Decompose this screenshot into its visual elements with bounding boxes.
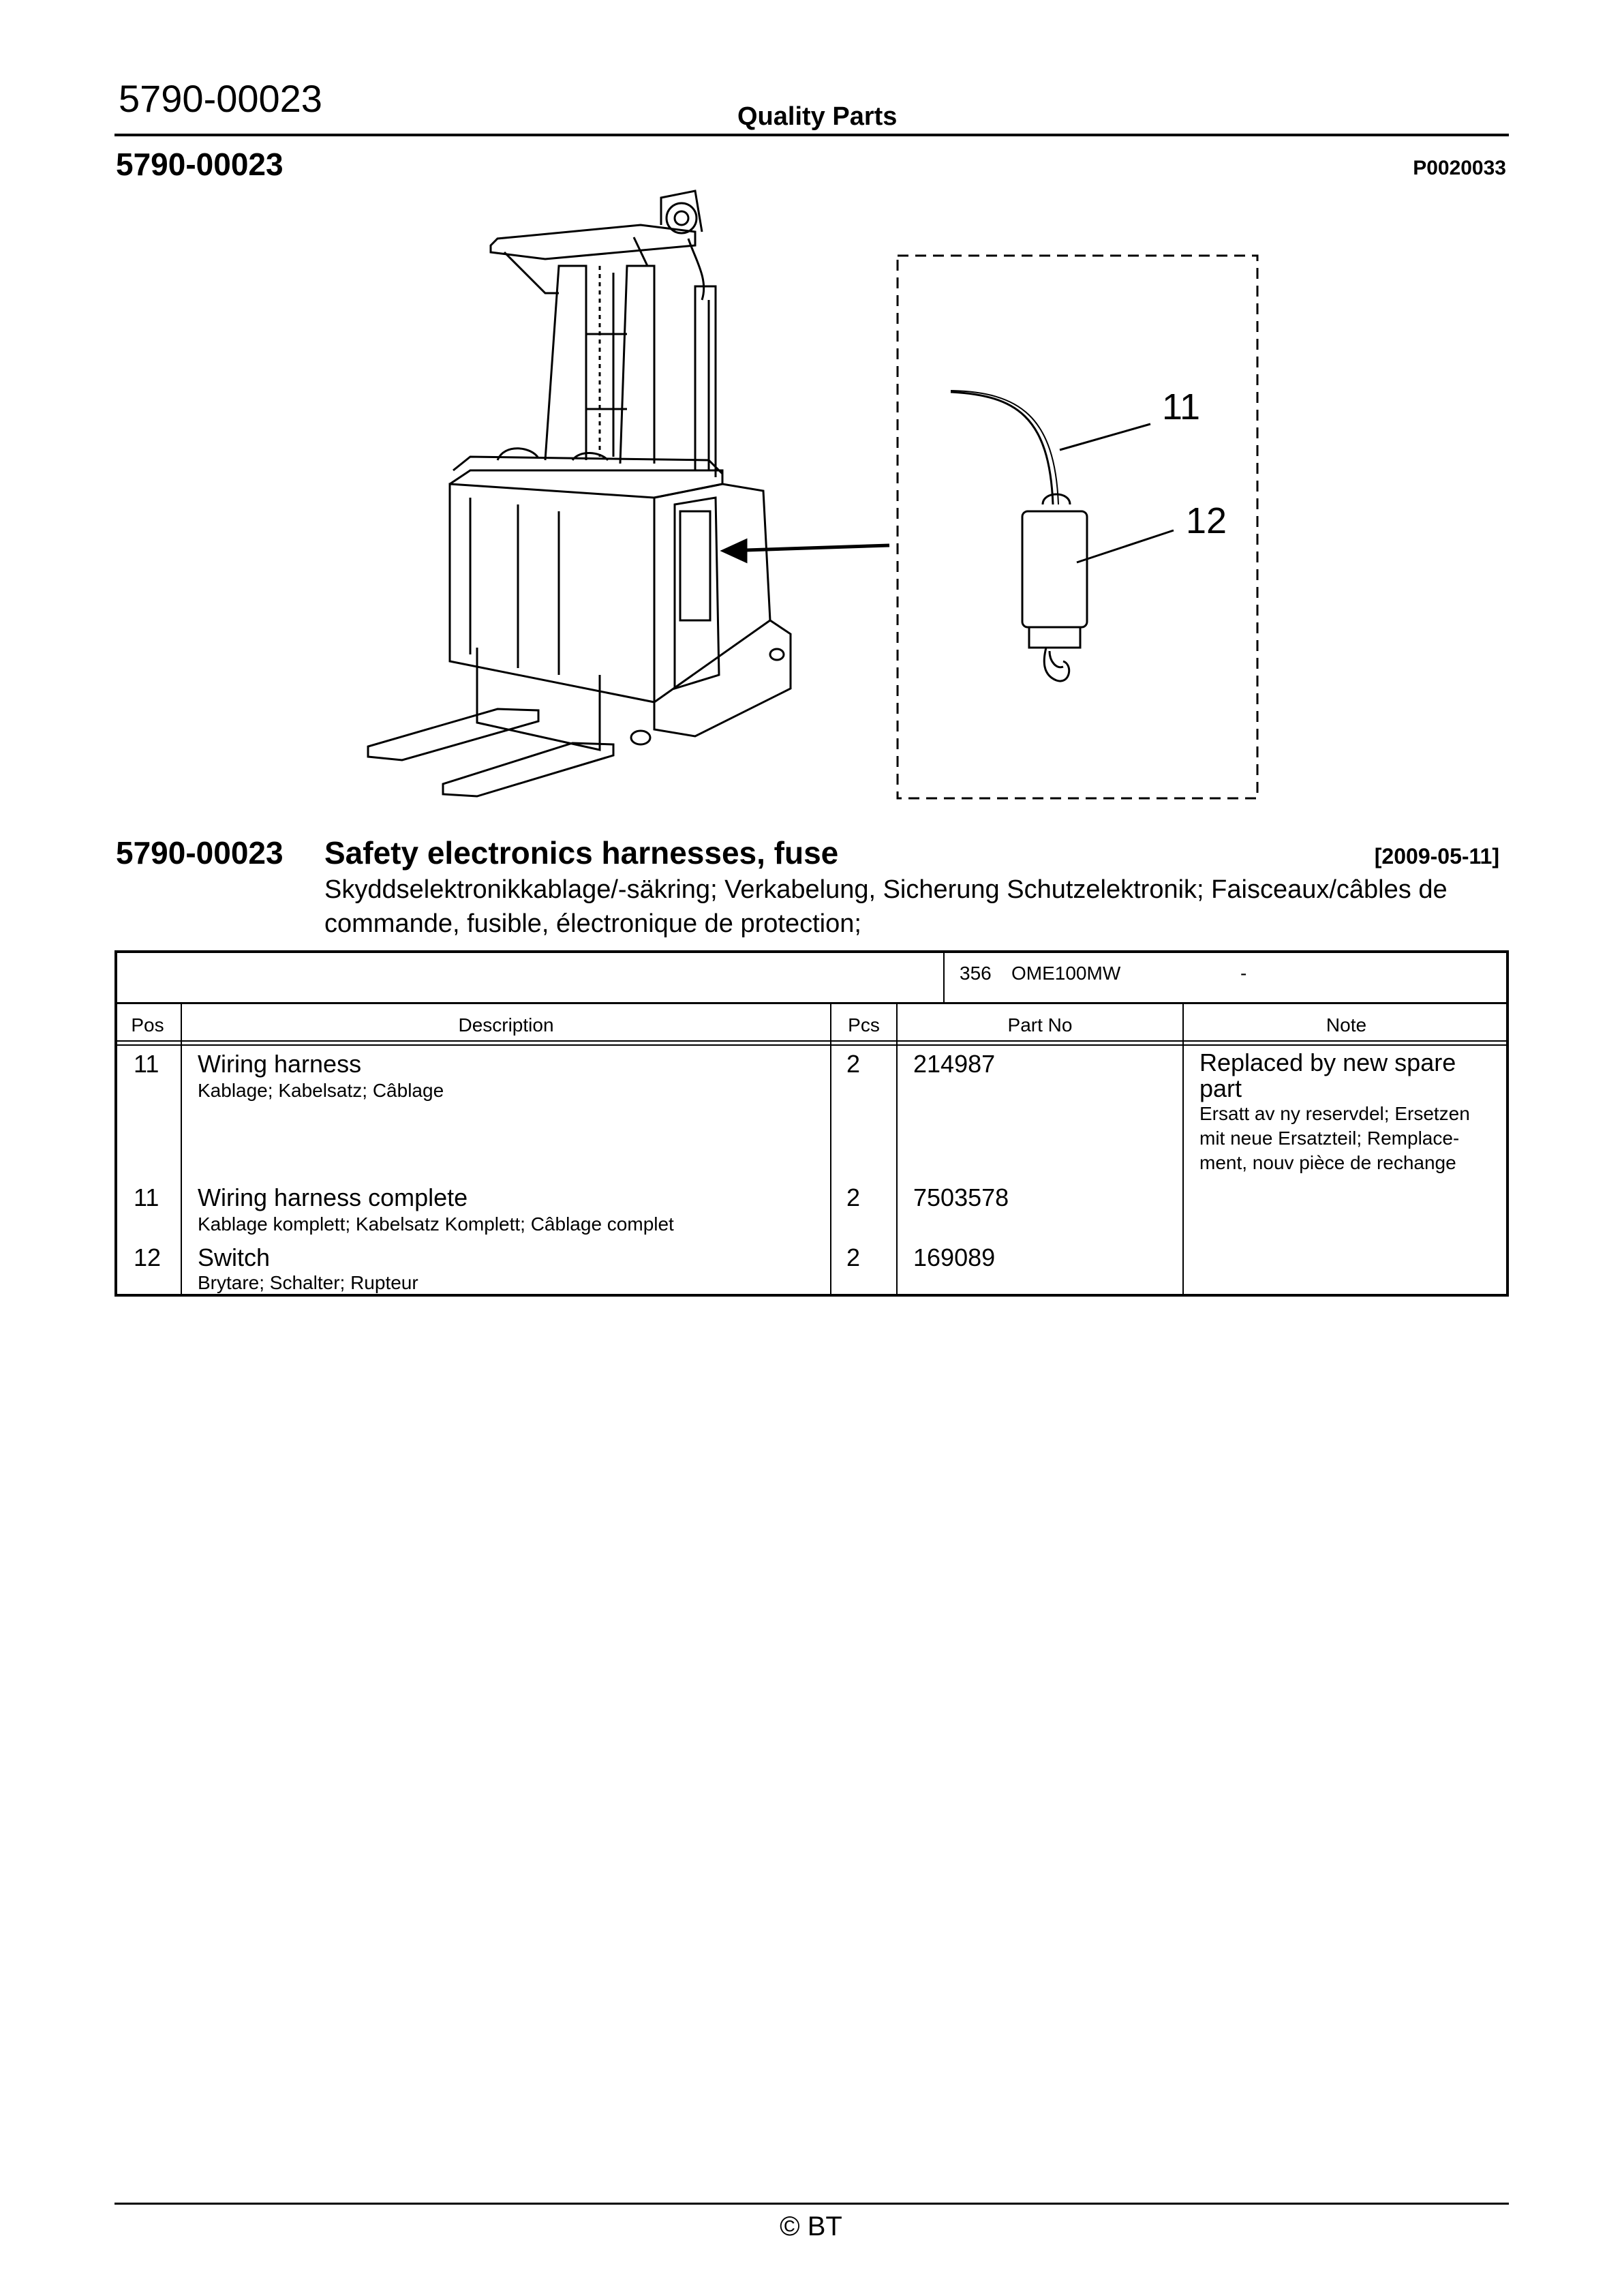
col-divider bbox=[1182, 1002, 1184, 1297]
table-row-description: Wiring harness complete bbox=[198, 1183, 468, 1211]
table-row-translation: Brytare; Schalter; Rupteur bbox=[198, 1272, 418, 1293]
model-serial: - bbox=[1240, 963, 1247, 984]
callout-11: 11 bbox=[1162, 387, 1201, 427]
table-row-pos: 11 bbox=[134, 1183, 159, 1211]
group-code: 5790-00023 bbox=[116, 147, 284, 182]
table-row-translation: Kablage komplett; Kabelsatz Komplett; Câblage complet bbox=[198, 1213, 674, 1235]
header-rule-1 bbox=[114, 1040, 1509, 1042]
col-divider bbox=[896, 1002, 898, 1297]
table-row-pcs: 2 bbox=[846, 1050, 861, 1078]
model-row-rule bbox=[114, 1002, 1509, 1004]
header-rule-2 bbox=[114, 1044, 1509, 1046]
col-divider bbox=[830, 1002, 831, 1297]
leader-11 bbox=[1060, 424, 1150, 450]
model-number: 356 bbox=[960, 963, 992, 984]
section-title: Safety electronics harnesses, fuse bbox=[324, 835, 839, 871]
col-header-note: Note bbox=[1326, 1014, 1367, 1036]
callout-12: 12 bbox=[1186, 500, 1227, 541]
table-row-pos: 12 bbox=[134, 1243, 162, 1271]
harness-detail bbox=[951, 391, 1087, 681]
table-row-translation: Kablage; Kabelsatz; Câblage bbox=[198, 1080, 444, 1101]
col-header-pcs: Pcs bbox=[848, 1014, 880, 1036]
table-row-pos: 11 bbox=[134, 1050, 159, 1078]
model-divider bbox=[943, 950, 945, 1002]
footer-rule bbox=[114, 2203, 1509, 2205]
table-row-pcs: 2 bbox=[846, 1243, 861, 1271]
table-row-description: Switch bbox=[198, 1243, 271, 1271]
mast bbox=[545, 266, 716, 477]
document-number: 5790-00023 bbox=[119, 77, 322, 120]
picture-code: P0020033 bbox=[1413, 157, 1506, 179]
table-row-part-no: 169089 bbox=[913, 1243, 996, 1271]
header-rule bbox=[114, 134, 1509, 136]
table-row-part-no: 214987 bbox=[913, 1050, 996, 1078]
col-divider bbox=[181, 1002, 182, 1297]
chassis bbox=[450, 470, 791, 744]
leader-12 bbox=[1077, 530, 1174, 562]
table-row-note: Replaced by new spare part bbox=[1199, 1048, 1456, 1102]
section-code: 5790-00023 bbox=[116, 835, 284, 871]
model-name: OME100MW bbox=[1011, 963, 1121, 984]
table-row-pcs: 2 bbox=[846, 1183, 861, 1211]
table-row-description: Wiring harness bbox=[198, 1050, 362, 1078]
callout-arrow bbox=[722, 540, 889, 562]
overhead-guard bbox=[491, 191, 704, 300]
section-date: [2009-05-11] bbox=[1374, 844, 1499, 868]
document-title: Quality Parts bbox=[737, 102, 898, 131]
col-header-part-no: Part No bbox=[1007, 1014, 1073, 1036]
table-row-part-no: 7503578 bbox=[913, 1183, 1009, 1211]
col-header-pos: Pos bbox=[131, 1014, 164, 1036]
truck-illustration bbox=[341, 184, 1295, 811]
col-header-description: Description bbox=[458, 1014, 554, 1036]
table-row-note-translation: Ersatt av ny reservdel; Ersetzen mit neue Ersatzteil; Remplace-ment, nouv pièce de rechange bbox=[1199, 1103, 1470, 1173]
footer-copyright: © BT bbox=[780, 2211, 842, 2241]
section-subtitle: Skyddselektronikkablage/-säkring; Verkabelung, Sicherung Schutzelektronik; Faisceaux/câbles de commande, fusible, électronique de protection; bbox=[324, 875, 1448, 938]
